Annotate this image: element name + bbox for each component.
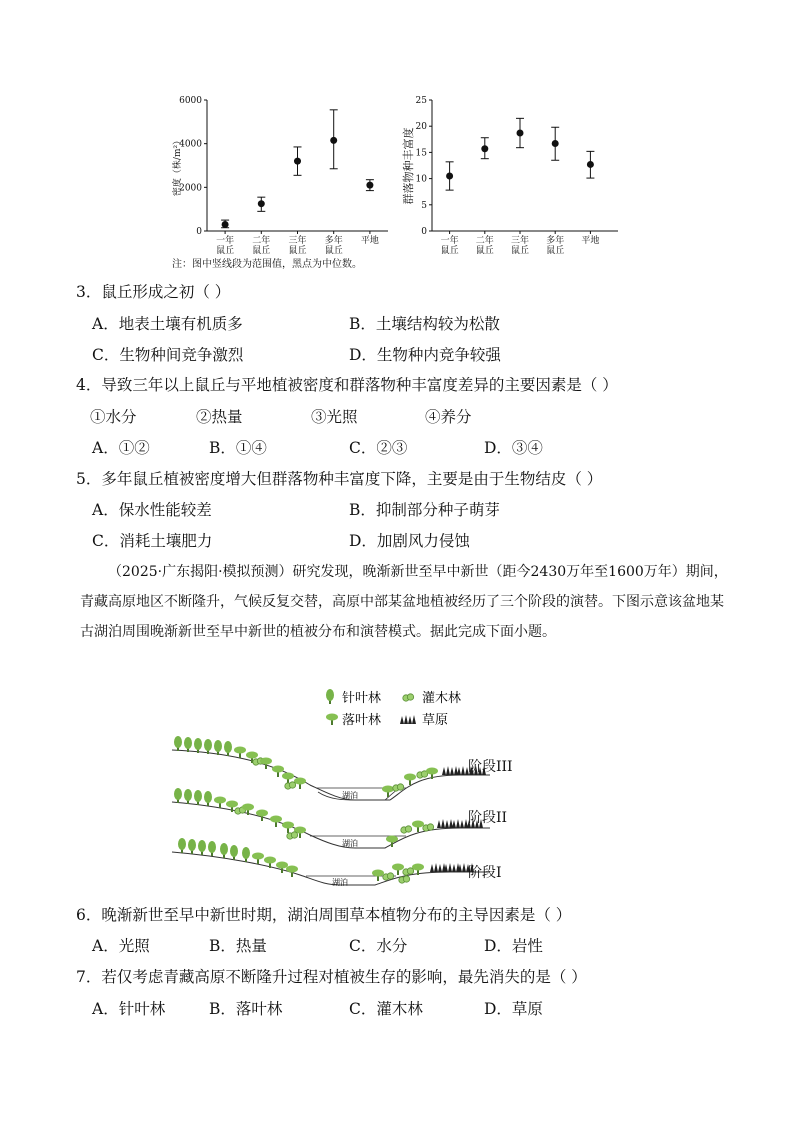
- median-point: [552, 140, 559, 147]
- question-7-option-d[interactable]: D．草原: [484, 1000, 543, 1018]
- legend-shrub: 灌木林: [422, 691, 462, 706]
- x-tick-label: 二年: [475, 236, 494, 246]
- stage-2-label: 阶段II: [468, 810, 508, 826]
- factor-4: ④养分: [425, 408, 472, 426]
- shrub-symbol: [393, 784, 404, 791]
- x-tick-label: 一年: [440, 236, 459, 246]
- stage-1-profile: [172, 838, 490, 887]
- charts-figure: [0, 85, 794, 285]
- shrub-symbol: [383, 873, 394, 880]
- stage-2-profile: [172, 788, 490, 848]
- question-4-option-a[interactable]: A．①②: [92, 439, 150, 457]
- x-tick-label: 平地: [360, 236, 379, 246]
- shrub-symbol: [417, 771, 428, 778]
- decid-symbol: [386, 836, 398, 848]
- question-7-option-a[interactable]: A．针叶林: [92, 1000, 166, 1018]
- x-tick-label: 鼠丘: [216, 246, 235, 256]
- lake-label: 湖泊: [342, 791, 358, 800]
- y-tick-label: 20: [415, 122, 427, 133]
- shrub-symbol: [285, 782, 296, 789]
- shrub-symbol: [401, 826, 412, 833]
- x-tick-label: 多年: [546, 236, 565, 246]
- lake-label: 湖泊: [332, 878, 348, 887]
- question-3-option-c[interactable]: C．生物种间竞争激烈: [92, 346, 244, 364]
- conifer-symbol: [184, 737, 192, 752]
- decid-symbol: [256, 810, 268, 822]
- question-7-option-b[interactable]: B．落叶林: [209, 1000, 283, 1018]
- legend-deciduous: 落叶林: [342, 713, 382, 728]
- shrub-symbol: [287, 832, 298, 839]
- question-5-option-d[interactable]: D．加剧风力侵蚀: [349, 532, 470, 550]
- grass-symbol: [442, 766, 458, 775]
- y-tick-label: 15: [415, 148, 427, 159]
- question-5-option-b[interactable]: B．抑制部分种子萌芽: [349, 501, 500, 519]
- median-point: [330, 137, 337, 144]
- legend-grass: 草原: [422, 713, 449, 728]
- question-3-option-a[interactable]: A．地表土壤有机质多: [92, 315, 243, 333]
- question-4-option-c[interactable]: C．②③: [349, 439, 408, 457]
- question-6-option-b[interactable]: B．热量: [209, 937, 267, 955]
- question-7-stem: 7．若仅考虑青藏高原不断隆升过程对植被生存的影响，最先消失的是（ ）: [76, 968, 587, 986]
- factor-2: ②热量: [196, 408, 243, 426]
- decid-symbol: [270, 816, 282, 828]
- shrub-symbol: [423, 824, 434, 831]
- grass-legend-icon: [400, 715, 416, 724]
- conifer-symbol: [214, 740, 222, 755]
- grass-symbol: [430, 863, 446, 872]
- conifer-symbol: [204, 791, 212, 806]
- decid-symbol: [382, 786, 394, 798]
- median-point: [446, 172, 453, 179]
- conifer-symbol: [174, 736, 182, 751]
- decid-symbol: [294, 778, 306, 790]
- decid-symbol: [282, 822, 294, 834]
- stage-3-profile: [172, 736, 490, 800]
- conifer-symbol: [198, 840, 206, 855]
- question-6-option-d[interactable]: D．岩性: [484, 937, 543, 955]
- x-tick-label: 鼠丘: [288, 246, 307, 256]
- decid-symbol: [234, 747, 246, 759]
- x-tick-label: 鼠丘: [475, 246, 494, 256]
- decid-symbol: [252, 853, 264, 865]
- x-tick-label: 二年: [252, 236, 271, 246]
- grass-symbol: [437, 819, 453, 828]
- question-5-option-a[interactable]: A．保水性能较差: [92, 501, 212, 519]
- question-7-option-c[interactable]: C．灌木林: [349, 1000, 423, 1018]
- vegetation-succession-figure: [160, 680, 520, 890]
- median-point: [294, 158, 301, 165]
- question-5-stem: 5．多年鼠丘植被密度增大但群落物种丰富度下降，主要是由于生物结皮（ ）: [76, 470, 603, 488]
- legend: [326, 689, 461, 728]
- x-tick-label: 鼠丘: [546, 246, 565, 256]
- shrub-legend-icon: [403, 694, 414, 701]
- conifer-symbol: [204, 739, 212, 754]
- factor-3: ③光照: [311, 408, 358, 426]
- conifer-symbol: [224, 741, 232, 756]
- median-point: [366, 182, 373, 189]
- density-chart: [171, 96, 388, 270]
- grass-symbol: [444, 863, 460, 872]
- y-tick-label: 6000: [179, 96, 202, 106]
- x-tick-label: 三年: [288, 236, 307, 246]
- y-axis-label: 群落物种丰富度: [402, 127, 415, 205]
- conifer-symbol: [174, 788, 182, 803]
- lake-label: 湖泊: [342, 839, 358, 848]
- chart-note: 注：图中竖线段为范围值，黑点为中位数。: [172, 259, 362, 270]
- factor-1: ①水分: [90, 408, 137, 426]
- shrub-symbol: [403, 868, 414, 875]
- y-tick-label: 0: [421, 227, 427, 237]
- passage: （2025·广东揭阳·模拟预测）研究发现，晚渐新世至早中新世（距今2430万年至1600万年）期间，青藏高原地区不断隆升，气候反复交替，高原中部某盆地植被经历了三个阶段的演替。下图示意该盆地某古湖泊周围晚渐新世至早中新世的植被分布和演替模式。据此完成下面小题。: [80, 564, 728, 640]
- y-tick-label: 10: [415, 174, 427, 185]
- conifer-symbol: [208, 841, 216, 856]
- grass-symbol: [452, 819, 468, 828]
- question-4-stem: 4．导致三年以上鼠丘与平地植被密度和群落物种丰富度差异的主要因素是（ ）: [76, 376, 618, 394]
- question-4-option-b[interactable]: B．①④: [209, 439, 267, 457]
- median-point: [258, 200, 265, 207]
- median-point: [481, 145, 488, 152]
- y-tick-label: 25: [415, 96, 427, 106]
- y-tick-label: 4000: [179, 139, 202, 150]
- conifer-symbol: [184, 789, 192, 804]
- y-axis-label: 密度（株/m²）: [173, 135, 183, 197]
- question-3-option-d[interactable]: D．生物种内竞争较强: [349, 346, 501, 364]
- median-point: [587, 161, 594, 168]
- question-3-option-b[interactable]: B．土壤结构较为松散: [349, 315, 500, 333]
- deciduous-legend-icon: [326, 714, 338, 726]
- richness-chart: [401, 96, 618, 256]
- conifer-symbol: [194, 738, 202, 753]
- legend-conifer: 针叶林: [342, 691, 382, 706]
- question-6-option-a[interactable]: A．光照: [92, 937, 150, 955]
- decid-symbol: [392, 864, 404, 876]
- median-point: [222, 221, 229, 228]
- y-tick-label: 2000: [179, 183, 202, 194]
- decid-symbol: [372, 870, 384, 882]
- question-5-option-c[interactable]: C．消耗土壤肥力: [92, 532, 213, 550]
- x-tick-label: 三年: [510, 236, 530, 246]
- y-tick-label: 0: [196, 227, 202, 237]
- x-tick-label: 平地: [581, 236, 600, 246]
- conifer-symbol: [194, 790, 202, 805]
- decid-symbol: [412, 821, 424, 833]
- conifer-symbol: [188, 839, 196, 854]
- x-tick-label: 多年: [324, 236, 343, 246]
- x-tick-label: 鼠丘: [510, 246, 530, 256]
- x-tick-label: 一年: [216, 236, 235, 246]
- x-tick-label: 鼠丘: [252, 246, 271, 256]
- median-point: [517, 130, 524, 137]
- stage-3-label: 阶段III: [468, 759, 513, 775]
- conifer-symbol: [242, 847, 250, 862]
- conifer-symbol: [178, 838, 186, 853]
- conifer-symbol: [220, 843, 228, 858]
- decid-symbol: [286, 866, 298, 878]
- question-4-option-d[interactable]: D．③④: [484, 439, 543, 457]
- decid-symbol: [260, 758, 272, 770]
- question-6-stem: 6．晚渐新世至早中新世时期，湖泊周围草本植物分布的主导因素是（ ）: [76, 906, 572, 924]
- question-6-option-c[interactable]: C．水分: [349, 937, 408, 955]
- x-tick-label: 鼠丘: [440, 246, 459, 256]
- shrub-symbol: [399, 876, 410, 883]
- conifer-symbol: [230, 845, 238, 860]
- stage-1-label: 阶段I: [468, 865, 502, 881]
- conifer-legend-icon: [326, 689, 334, 704]
- decid-symbol: [214, 797, 226, 809]
- x-tick-label: 鼠丘: [324, 246, 343, 256]
- y-tick-label: 5: [421, 200, 427, 211]
- question-3-stem: 3．鼠丘形成之初（ ）: [76, 283, 231, 301]
